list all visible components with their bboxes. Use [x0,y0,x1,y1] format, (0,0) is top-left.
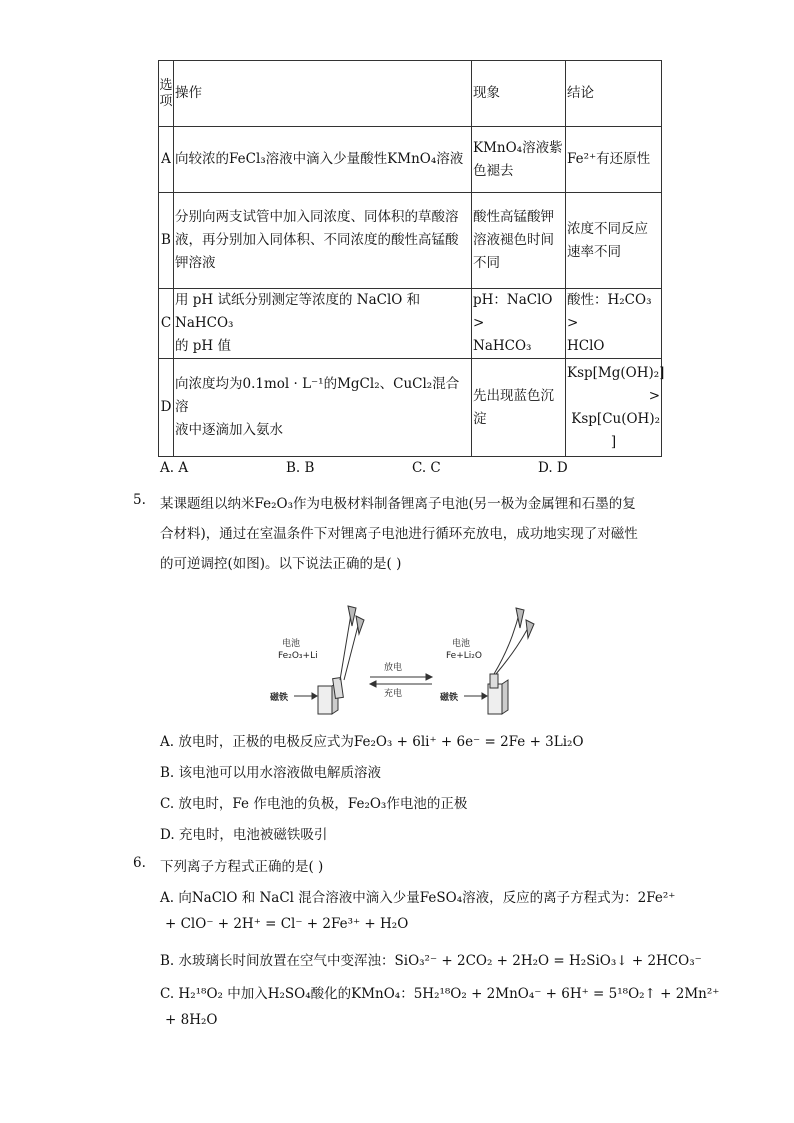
right-wire-tip [516,608,524,628]
question-5-option-a[interactable]: A. 放电时，正极的电极反应式为Fe₂O₃ + 6li⁺ + 6e⁻ = 2Fe + 3Li₂O [160,734,584,750]
table-row [159,289,662,359]
conclusion-line: 浓度不同反应 [567,220,648,237]
left-magnet-arrowhead [312,693,317,699]
phenomenon-line: 色褪去 [473,162,514,179]
question-5-stem-line: 合材料)，通过在室温条件下对锂离子电池进行循环充放电，成功地实现了对磁性 [160,526,638,542]
charge-arrowhead [370,681,376,687]
question-6-option-b[interactable]: B. 水玻璃长时间放置在空气中变浑浊：SiO₃²⁻ + 2CO₂ + 2H₂O = H₂SiO₃↓ + 2HCO₃⁻ [160,953,702,969]
answer-option-d[interactable]: D. D [538,460,568,476]
discharge-arrowhead [426,674,432,680]
operation-line: 用 pH 试纸分别测定等浓度的 NaClO 和NaHCO₃ [175,292,421,331]
question-5-option-c[interactable]: C. 放电时，Fe 作电池的负极，Fe₂O₃作电池的正极 [160,796,468,812]
right-magnet-arrowhead [482,693,487,699]
phenomenon-cell [472,193,566,289]
operation-cell [174,359,472,457]
phenomenon-cell [472,289,566,359]
charge-label: 充电 [384,689,403,699]
question-6-option-c[interactable]: C. H₂¹⁸O₂ 中加入H₂SO₄酸化的KMnO₄：5H₂¹⁸O₂ + 2MnO₄⁻ + 6H⁺ = 5¹⁸O₂↑ + 2Mn²⁺ [160,986,720,1002]
operation-line: 液，再分别加入同体积、不同浓度的酸性高锰酸 [175,232,459,248]
discharge-label: 放电 [384,663,403,673]
conclusion-cell [566,289,662,359]
operation-line: 的 pH 值 [175,338,231,354]
left-battery-composition: Fe₂O₃+Li [278,651,318,661]
phenomenon-cell [472,127,566,193]
right-wire [496,624,530,674]
phenomenon-line: 溶液褪色时间 [473,232,554,248]
operation-cell [174,127,472,193]
option-cell: B [159,193,174,289]
header-conclusion: 结论 [566,61,662,127]
experiment-table [158,60,665,457]
conclusion-cell [566,359,665,457]
right-magnet-label: 磁铁 [440,693,459,703]
conclusion-cell [566,193,662,289]
conclusion-line: ] [610,433,617,450]
conclusion-line: Fe²⁺有还原性 [567,151,651,167]
operation-line: 向浓度均为0.1mol · L⁻¹的MgCl₂、CuCl₂混合溶 [175,376,460,415]
answer-option-a[interactable]: A. A [160,460,189,476]
question-5-stem-line: 的可逆调控(如图)。以下说法正确的是( ) [160,556,402,572]
conclusion-cell [566,127,662,193]
operation-cell [174,193,472,289]
phenomenon-line: 不同 [473,255,500,271]
question-6-number: 6. [133,855,146,871]
phenomenon-cell [472,359,566,457]
left-wire-tip [356,616,364,634]
right-wire [494,610,520,674]
question-5-option-b[interactable]: B. 该电池可以用水溶液做电解质溶液 [160,765,382,781]
table-row [159,193,662,289]
conclusion-line: Ksp[Mg(OH)₂] [567,364,665,381]
option-cell: C [159,289,174,359]
battery-magnet-figure [262,604,542,722]
question-6-option-c-continued: + 8H₂O [165,1012,218,1028]
operation-line: 分别向两支试管中加入同浓度、同体积的草酸溶 [175,209,459,225]
operation-cell [174,289,472,359]
left-battery-label: 电池 [282,639,301,649]
right-battery-label: 电池 [452,639,471,649]
header-operation: 操作 [174,61,472,127]
table-row [159,359,662,457]
answer-option-c[interactable]: C. C [412,460,441,476]
header-phenomenon: 现象 [472,61,566,127]
question-6-stem: 下列离子方程式正确的是( ) [160,859,324,875]
option-cell: D [159,359,174,457]
phenomenon-line: NaHCO₃ [473,338,532,354]
question-5-stem-line: 某课题组以纳米Fe₂O₃作为电极材料制备锂离子电池(另一极为金属锂和石墨的复 [160,496,636,512]
question-5-number: 5. [133,492,146,508]
phenomenon-line: 酸性高锰酸钾 [473,209,554,225]
right-magnet-side [502,680,508,714]
left-magnet-label: 磁铁 [270,693,289,703]
header-option: 选项 [159,61,174,127]
conclusion-line: 速率不同 [567,243,621,260]
phenomenon-line: KMnO₄溶液紫 [473,139,563,156]
right-wire-tip [526,620,534,638]
question-6-option-a[interactable]: A. 向NaClO 和 NaCl 混合溶液中滴入少量FeSO₄溶液，反应的离子方程式为：2Fe²⁺ [160,890,676,906]
conclusion-line: HClO [567,338,605,354]
conclusion-line: > Ksp[Cu(OH)₂ [571,387,660,427]
conclusion-line: 酸性：H₂CO₃ > [567,292,652,331]
question-5-option-d[interactable]: D. 充电时，电池被磁铁吸引 [160,827,328,843]
option-cell: A [159,127,174,193]
table-header-row [159,61,662,127]
operation-line: 钾溶液 [175,255,216,271]
right-battery [490,674,498,688]
operation-line: 液中逐滴加入氨水 [175,422,283,438]
question-6-option-a-continued: + ClO⁻ + 2H⁺ = Cl⁻ + 2Fe³⁺ + H₂O [165,916,409,932]
phenomenon-line: 淀 [473,410,487,427]
phenomenon-line: 先出现蓝色沉 [473,387,554,404]
operation-line: 向较浓的FeCl₃溶液中滴入少量酸性KMnO₄溶液 [175,151,464,167]
left-magnet-block [318,686,332,714]
answer-option-b[interactable]: B. B [286,460,315,476]
phenomenon-line: pH：NaClO > [473,292,553,331]
table-row [159,127,662,193]
right-battery-composition: Fe+Li₂O [446,651,482,661]
q4-answer-options [160,460,660,480]
